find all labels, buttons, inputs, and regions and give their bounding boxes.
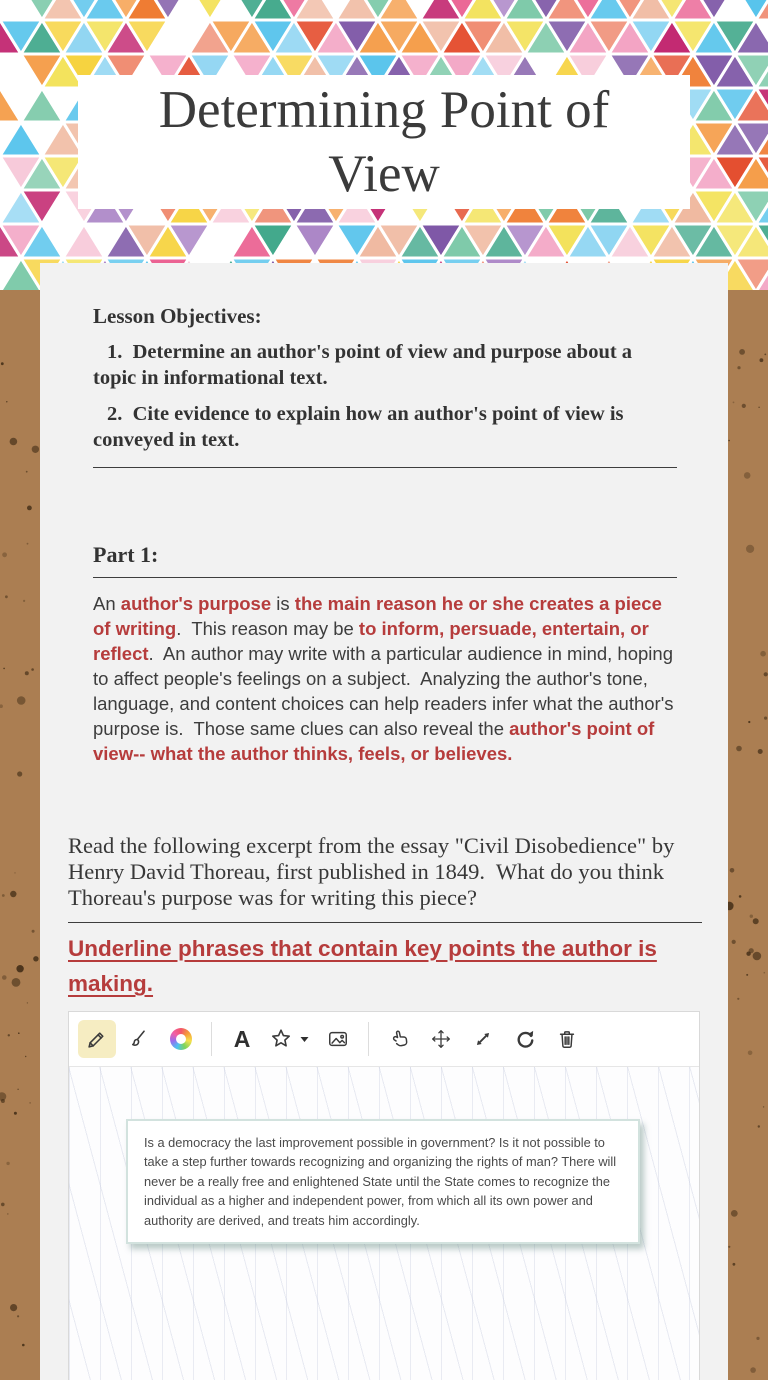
part1-section bbox=[93, 542, 677, 785]
part1-paragraph: An author's purpose is the main reason he or she creates a piece of writing. This reason may be to inform, persuade, entertain, or reflect. An author may write with a particular audience in mind, hoping to affect people's feelings on a subject. Analyzing the author's tone, language, and content choices can help readers infer what the author's purpose is. Those same clues can also reveal the author's point of view-- what the author thinks, feels, or believes. bbox=[93, 593, 679, 764]
drawing-widget bbox=[68, 1011, 700, 1380]
drawing-canvas[interactable] bbox=[69, 1067, 699, 1380]
pencil-icon bbox=[86, 1028, 108, 1050]
drawing-toolbar bbox=[69, 1012, 699, 1067]
page-title-line-1: Determining Point of bbox=[158, 81, 610, 139]
rotate-tool-button[interactable] bbox=[506, 1020, 544, 1058]
banner bbox=[0, 0, 768, 290]
color-wheel-icon bbox=[170, 1028, 192, 1050]
quote-text: Is a democracy the last improvement possible in government? Is it not possible to take a step further towards recognizing and organizing the rights of man? There will never be a really free and enlightened State until the State comes to recognize the individual as a higher and independent power, from which all its own power and authority are derived, and treats him accordingly. bbox=[144, 1135, 617, 1228]
divider bbox=[93, 467, 677, 468]
objectives-heading: Lesson Objectives: bbox=[93, 304, 262, 328]
page-title-line-2: View bbox=[328, 145, 440, 203]
color-wheel-button[interactable] bbox=[162, 1020, 200, 1058]
reading-prompt-text: Read the following excerpt from the essay "Civil Disobedience" by Henry David Thoreau, first published in 1849. What do you think Thoreau's purpose was for writing this piece? bbox=[68, 833, 680, 910]
star-icon bbox=[271, 1028, 297, 1050]
resize-tool-button[interactable] bbox=[464, 1020, 502, 1058]
color-wheel-center bbox=[176, 1034, 186, 1044]
rotate-icon bbox=[514, 1028, 536, 1050]
trash-icon bbox=[556, 1028, 578, 1050]
move-arrows-icon bbox=[430, 1028, 452, 1050]
pencil-tool-button[interactable] bbox=[78, 1020, 116, 1058]
underline-instruction: Underline phrases that contain key points the author is making. bbox=[68, 936, 657, 996]
reading-prompt-section bbox=[68, 833, 702, 923]
brush-icon bbox=[128, 1028, 150, 1050]
part1-heading: Part 1: bbox=[93, 542, 159, 567]
brush-tool-button[interactable] bbox=[120, 1020, 158, 1058]
toolbar-divider bbox=[368, 1022, 369, 1056]
objective-item-1: 1. Determine an author's point of view and purpose about a topic in informational text. bbox=[93, 341, 638, 389]
lesson-card bbox=[40, 263, 728, 1380]
resize-diagonal-icon bbox=[472, 1028, 494, 1050]
objective-item-2: 2. Cite evidence to explain how an author's point of view is conveyed in text. bbox=[93, 403, 629, 451]
hand-tool-button[interactable] bbox=[380, 1020, 418, 1058]
delete-tool-button[interactable] bbox=[548, 1020, 586, 1058]
chevron-down-icon bbox=[300, 1036, 309, 1043]
image-icon bbox=[327, 1028, 349, 1050]
quote-box[interactable] bbox=[126, 1119, 640, 1244]
shapes-star-button[interactable] bbox=[265, 1020, 315, 1058]
move-tool-button[interactable] bbox=[422, 1020, 460, 1058]
image-tool-button[interactable] bbox=[319, 1020, 357, 1058]
title-box bbox=[78, 75, 690, 209]
divider bbox=[93, 577, 677, 578]
objectives-section bbox=[93, 303, 677, 468]
toolbar-divider bbox=[211, 1022, 212, 1056]
text-tool-icon: A bbox=[233, 1025, 251, 1052]
divider bbox=[68, 922, 702, 923]
text-tool-button[interactable] bbox=[223, 1020, 261, 1058]
hand-pointer-icon bbox=[388, 1028, 410, 1050]
